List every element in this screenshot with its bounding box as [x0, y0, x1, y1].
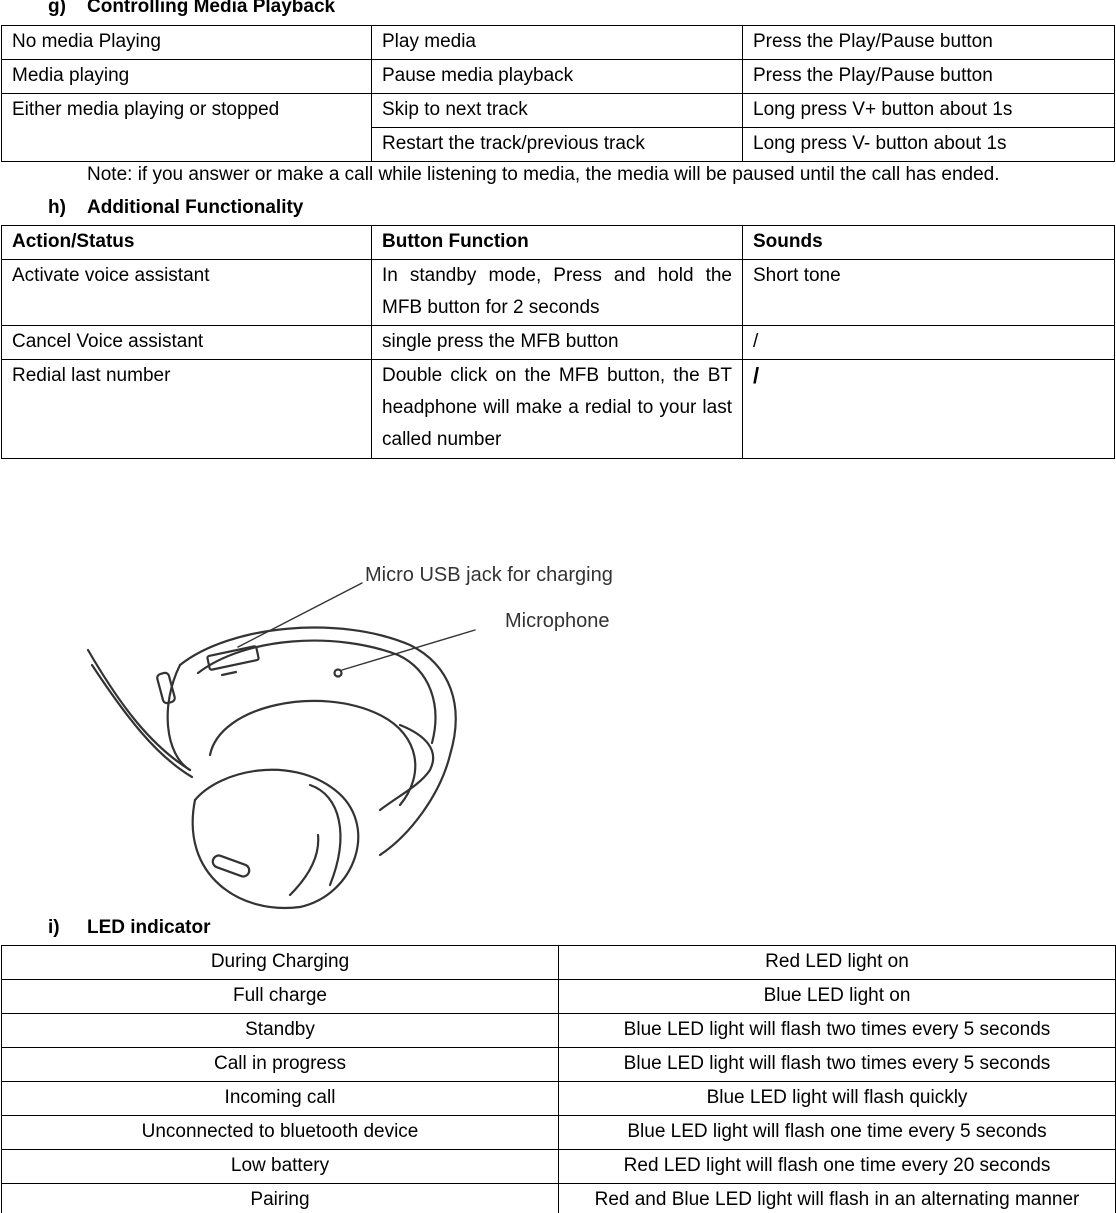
table-cell: Red LED light on	[559, 946, 1116, 980]
table-cell: Blue LED light will flash two times every 5 seconds	[559, 1048, 1116, 1082]
column-header: Sounds	[743, 226, 1115, 260]
table-cell: single press the MFB button	[372, 326, 743, 360]
table-cell: /	[743, 360, 1115, 459]
earcup-outline	[180, 628, 456, 855]
table-cell: Full charge	[2, 980, 559, 1014]
table-header-row	[2, 226, 1115, 260]
table-row	[2, 946, 1116, 980]
usb-leader-line	[238, 583, 362, 647]
table-cell: Long press V+ button about 1s	[743, 94, 1115, 128]
table-cell: Incoming call	[2, 1082, 559, 1116]
table-row	[2, 1116, 1116, 1150]
section-i-heading	[48, 917, 211, 939]
table-cell: Call in progress	[2, 1048, 559, 1082]
section-g-title: Controlling Media Playback	[87, 0, 336, 17]
usb-port	[207, 646, 259, 670]
table-cell: No media Playing	[2, 26, 372, 60]
media-note: Note: if you answer or make a call while listening to media, the media will be paused until the call has ended.	[87, 164, 1000, 185]
table-cell: In standby mode, Press and hold the MFB button for 2 seconds	[372, 260, 743, 326]
column-header: Action/Status	[2, 226, 372, 260]
section-h-letter: h)	[48, 197, 66, 218]
table-cell: Either media playing or stopped	[2, 94, 372, 162]
section-i-letter: i)	[48, 917, 60, 938]
table-cell: Press the Play/Pause button	[743, 26, 1115, 60]
table-cell: Blue LED light will flash quickly	[559, 1082, 1116, 1116]
table-row	[2, 360, 1115, 459]
table-cell: Restart the track/previous track	[372, 128, 743, 162]
table-row	[2, 260, 1115, 326]
headset-illustration	[80, 555, 680, 915]
section-g-letter: g)	[48, 0, 66, 17]
table-cell: Cancel Voice assistant	[2, 326, 372, 360]
additional-functionality-table	[1, 225, 1115, 459]
table-row	[2, 1184, 1116, 1213]
table-row	[2, 1082, 1116, 1116]
usb-jack-label: Micro USB jack for charging	[365, 564, 613, 586]
table-row	[2, 980, 1116, 1014]
section-h-title: Additional Functionality	[87, 197, 304, 218]
column-header: Button Function	[372, 226, 743, 260]
table-cell: Activate voice assistant	[2, 260, 372, 326]
mic-leader-line	[342, 630, 475, 670]
table-row	[2, 1014, 1116, 1048]
table-cell: Redial last number	[2, 360, 372, 459]
microphone-hole	[335, 670, 342, 677]
table-cell: Short tone	[743, 260, 1115, 326]
table-cell: Red LED light will flash one time every 20 seconds	[559, 1150, 1116, 1184]
led-indicator-table	[1, 945, 1116, 1213]
earbud-outline	[193, 770, 359, 908]
table-cell: /	[743, 326, 1115, 360]
table-cell: During Charging	[2, 946, 559, 980]
table-row	[2, 1150, 1116, 1184]
table-cell: Standby	[2, 1014, 559, 1048]
table-row	[2, 326, 1115, 360]
table-cell: Pause media playback	[372, 60, 743, 94]
section-h-heading	[48, 197, 303, 219]
table-cell: Long press V- button about 1s	[743, 128, 1115, 162]
table-row	[2, 94, 1115, 128]
section-g-heading	[48, 0, 335, 18]
table-cell: Pairing	[2, 1184, 559, 1213]
table-cell: Blue LED light will flash two times every 5 seconds	[559, 1014, 1116, 1048]
table-cell: Play media	[372, 26, 743, 60]
microphone-label: Microphone	[505, 610, 610, 632]
section-i-title: LED indicator	[87, 917, 211, 938]
table-cell: Blue LED light will flash one time every 5 seconds	[559, 1116, 1116, 1150]
table-cell: Red and Blue LED light will flash in an alternating manner	[559, 1184, 1116, 1213]
table-row	[2, 60, 1115, 94]
table-cell: Low battery	[2, 1150, 559, 1184]
table-row	[2, 26, 1115, 60]
table-cell: Blue LED light on	[559, 980, 1116, 1014]
table-cell: Media playing	[2, 60, 372, 94]
media-playback-table	[1, 25, 1115, 162]
table-row	[2, 1048, 1116, 1082]
table-cell: Unconnected to bluetooth device	[2, 1116, 559, 1150]
table-cell: Press the Play/Pause button	[743, 60, 1115, 94]
table-cell: Double click on the MFB button, the BT headphone will make a redial to your last called number	[372, 360, 743, 459]
table-cell: Skip to next track	[372, 94, 743, 128]
